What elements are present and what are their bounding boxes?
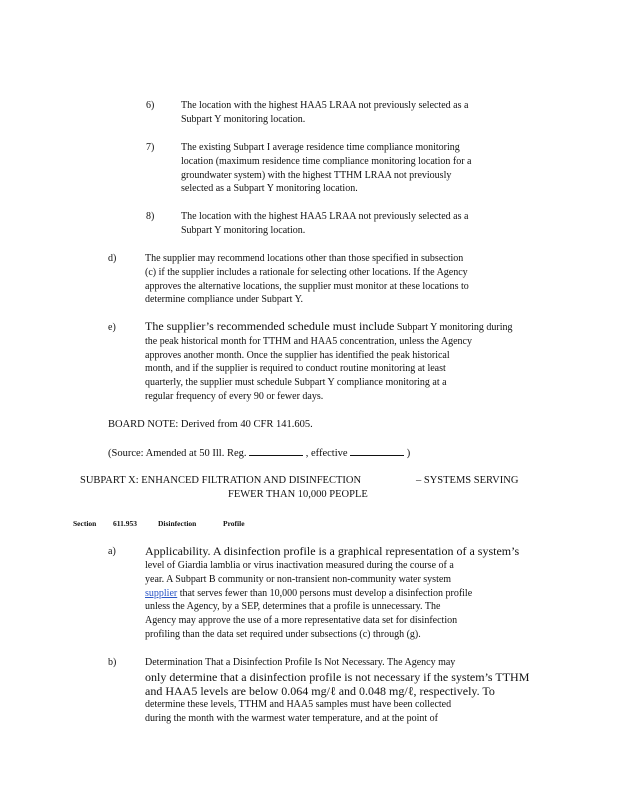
subsection-e-label: e) [108,322,116,333]
subsection-e-line-5: quarterly, the supplier must schedule Subpart Y compliance monitoring at a [145,377,447,389]
item-6-text [181,99,524,127]
subsection-b-label: b) [108,657,117,668]
subsection-a-line-4-rest: that serves fewer than 10,000 persons must develop a disinfection profile [177,587,473,599]
subsection-e-line-2: the peak historical month for TTHM and HAA5 concentration, unless the Agency [145,335,472,347]
source-effective-blank [350,446,404,456]
subsection-b-line-2: only determine that a disinfection profile is not necessary if the system’s TTHM [145,669,530,684]
subpart-heading-line-2: FEWER THAN 10,000 PEOPLE [228,489,368,500]
subsection-e-line-3: approves another month. Once the supplier has identified the peak historical [145,349,450,361]
item-7-text [181,141,532,196]
subsection-a-label: a) [108,546,116,557]
subsection-d-text [145,252,533,307]
subsection-a-line-6: Agency may approve the use of a more representative data set for disinfection [145,615,458,627]
item-8-line-1: The location with the highest HAA5 LRAA not previously selected as a [181,211,469,222]
subsection-b-line-1: Determination That a Disinfection Profile Is Not Necessary. The Agency may [145,657,456,668]
item-number-6: 6) [146,100,155,111]
subsection-e-text [145,320,535,404]
subsection-e-line-6: regular frequency of every 90 or fewer days. [145,390,324,402]
subsection-d-line-2: (c) if the supplier includes a rationale for selecting other locations. If the Agency [145,266,468,278]
subsection-d-line-4: determine compliance under Subpart Y. [145,294,304,306]
subsection-b-line-5: during the month with the warmest water temperature, and at the point of [145,712,438,724]
subsection-b-line-4: determine these levels, TTHM and HAA5 samples must have been collected [145,698,452,710]
source-reg-blank [249,446,303,456]
subsection-e-lead-rest: Subpart Y monitoring during [396,322,513,333]
subsection-a-line-7: profiling than the data set required under subsections (c) through (g). [145,628,421,640]
subsection-b-text [145,656,537,725]
subsection-a-line-5: unless the Agency, by a SEP, determines that a profile is unnecessary. The [145,601,441,613]
item-8-text [181,210,524,238]
item-6-line-1: The location with the highest HAA5 LRAA not previously selected as a [181,100,469,111]
subsection-d-line-1: The supplier may recommend locations other than those specified in subsection [145,253,464,264]
source-prefix: (Source: Amended at 50 Ill. Reg. [108,448,247,459]
item-number-8: 8) [146,211,155,222]
subsection-b-line-3: and HAA5 levels are below 0.064 mg/ℓ and 0.048 mg/ℓ, respectively. To [145,683,495,698]
subsection-a-text [145,543,535,642]
item-6-line-2: Subpart Y monitoring location. [181,113,306,125]
subsection-d-label: d) [108,253,117,264]
subpart-heading-right: – SYSTEMS SERVING [416,475,519,486]
section-title-word-2: Profile [223,519,245,528]
section-number: 611.953 [113,519,137,528]
subsection-a-line-1: Applicability. A disinfection profile is a graphical representation of a system’s [145,544,520,558]
item-7-line-4: selected as a Subpart Y monitoring location. [181,183,358,195]
supplier-link[interactable]: supplier [145,587,178,599]
subsection-a-line-2: level of Giardia lamblia or virus inactivation measured during the course of a [145,560,454,571]
subsection-e-line-1 [145,320,535,335]
section-label: Section [73,519,97,528]
subsection-a-line-3: year. A Subpart B community or non-transient non-community water system [145,573,452,585]
item-8-line-2: Subpart Y monitoring location. [181,224,306,236]
source-close: ) [406,448,411,459]
source-note [108,446,410,461]
item-7-line-1: The existing Subpart I average residence time compliance monitoring [181,142,460,153]
board-note: BOARD NOTE: Derived from 40 CFR 141.605. [108,419,313,430]
subsection-e-line-4: month, and if the supplier is required to conduct routine monitoring at least [145,363,446,375]
source-effective: , effective [305,448,348,459]
item-7-line-3: groundwater system) with the highest TTHM LRAA not previously [181,169,452,181]
section-title-word-1: Disinfection [158,519,197,528]
subsection-a-line-4 [145,587,535,601]
subsection-d-line-3: approves the alternative locations, the supplier must monitor at these locations to [145,280,469,292]
subsection-e-lead: The supplier’s recommended schedule must include [145,320,395,333]
item-number-7: 7) [146,142,155,153]
item-7-line-2: location (maximum residence time compliance monitoring location for a [181,155,472,167]
subpart-heading-left: SUBPART X: ENHANCED FILTRATION AND DISINFECTION [80,475,362,486]
